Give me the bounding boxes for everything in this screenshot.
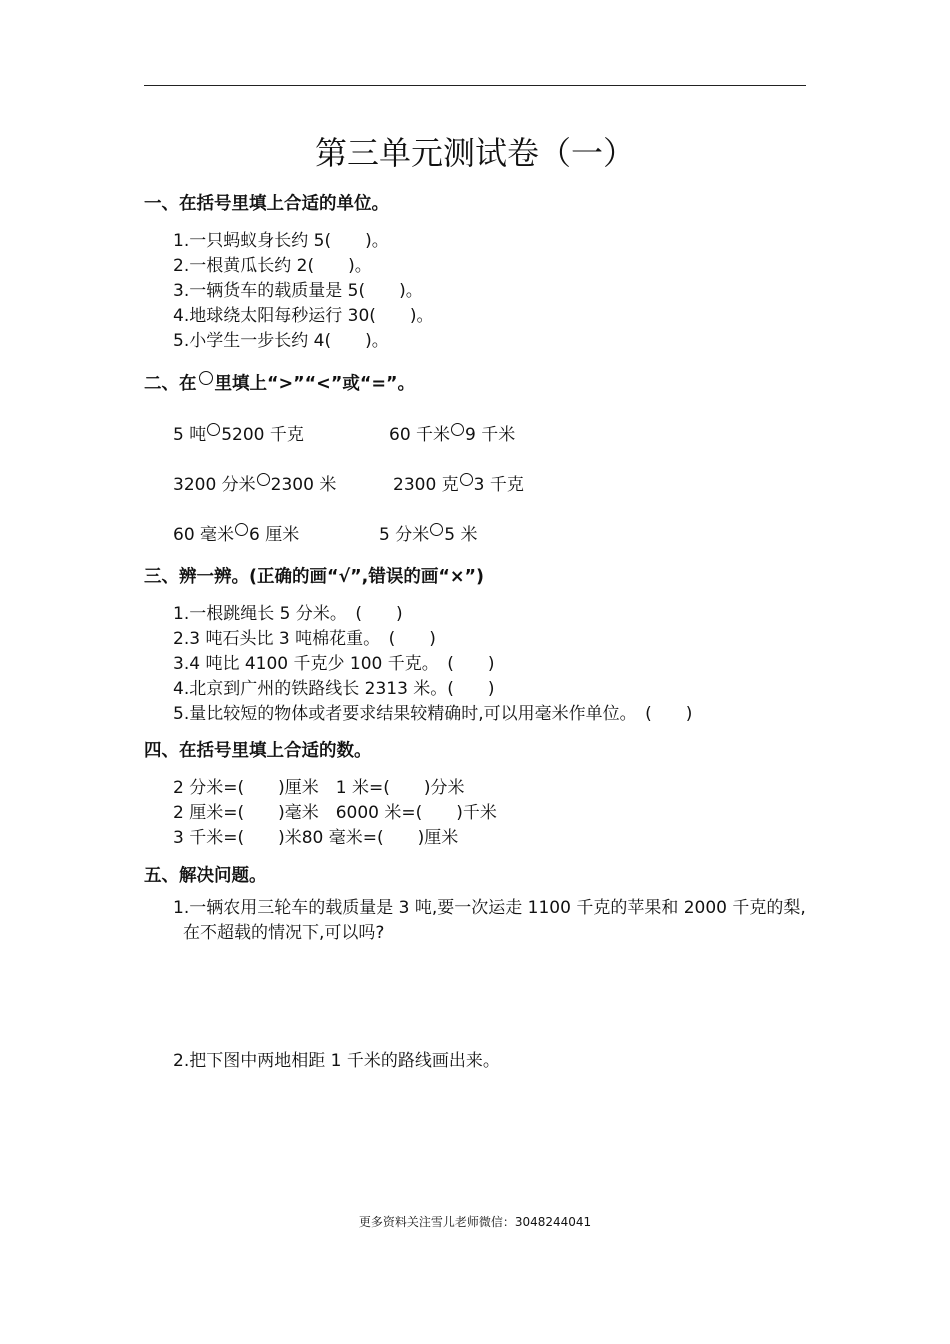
section-5-heading: 五、解决问题。 [144, 866, 267, 886]
compare-row-2-right [393, 470, 524, 495]
header-rule [144, 85, 806, 86]
compare-1-right-b: 9 千米 [465, 425, 516, 445]
section-3-item-3: 3.4 吨比 4100 千克少 100 千克。 ( ) [173, 654, 495, 674]
compare-3-left-b: 6 厘米 [249, 525, 300, 545]
section-5-item-1 [173, 896, 813, 946]
compare-row-3-right [379, 520, 477, 545]
compare-2-right-b: 3 千克 [473, 475, 524, 495]
page-title: 第三单元测试卷（一） [314, 134, 635, 172]
section-4-item-2: 2 厘米=( )毫米 6000 米=( )千米 [173, 803, 497, 823]
compare-2-left-b: 2300 米 [270, 475, 337, 495]
compare-1-left-b: 5200 千克 [221, 425, 304, 445]
compare-circle-2-left[interactable] [257, 473, 270, 486]
compare-2-right-a: 2300 克 [393, 475, 459, 495]
section-3-item-4: 4.北京到广州的铁路线长 2313 米。( ) [173, 679, 495, 699]
section-3-item-2: 2.3 吨石头比 3 吨棉花重。 ( ) [173, 629, 436, 649]
compare-circle-1-left[interactable] [207, 423, 220, 436]
compare-circle-1-right[interactable] [451, 423, 464, 436]
compare-circle-3-left[interactable] [235, 523, 248, 536]
footer-note: 更多资料关注雪儿老师微信：3048244041 [358, 1215, 592, 1229]
section-2-heading-before: 二、在 [144, 374, 197, 394]
compare-circle-3-right[interactable] [430, 523, 443, 536]
circle-icon [199, 371, 213, 385]
section-5-item-1-text: 1.一辆农用三轮车的载质量是 3 吨,要一次运走 1100 千克的苹果和 2000 千克的梨,在不超载的情况下,可以吗? [173, 898, 806, 943]
section-1-heading: 一、在括号里填上合适的单位。 [144, 194, 389, 214]
section-5-item-2: 2.把下图中两地相距 1 千米的路线画出来。 [173, 1051, 500, 1071]
compare-row-1-left [173, 420, 304, 445]
section-3-heading: 三、辨一辨。(正确的画“√”,错误的画“×”) [144, 567, 484, 587]
section-1-item-3: 3.一辆货车的载质量是 5( )。 [173, 281, 423, 301]
compare-row-1-right [389, 420, 515, 445]
compare-row-2-left [173, 470, 336, 495]
compare-3-right-a: 5 分米 [379, 525, 430, 545]
compare-1-left-a: 5 吨 [173, 425, 207, 445]
section-1-item-2: 2.一根黄瓜长约 2( )。 [173, 256, 372, 276]
compare-3-left-a: 60 毫米 [173, 525, 235, 545]
section-1-item-1: 1.一只蚂蚁身长约 5( )。 [173, 231, 389, 251]
section-1-item-4: 4.地球绕太阳每秒运行 30( )。 [173, 306, 434, 326]
section-4-item-1: 2 分米=( )厘米 1 米=( )分米 [173, 778, 465, 798]
section-4-item-3: 3 千米=( )米80 毫米=( )厘米 [173, 828, 459, 848]
compare-3-right-b: 5 米 [444, 525, 478, 545]
section-3-item-1: 1.一根跳绳长 5 分米。 ( ) [173, 604, 403, 624]
compare-1-right-a: 60 千米 [389, 425, 451, 445]
compare-circle-2-right[interactable] [460, 473, 473, 486]
compare-row-3-left [173, 520, 299, 545]
compare-2-left-a: 3200 分米 [173, 475, 256, 495]
section-2-heading-after: 里填上“>”“<”或“=”。 [214, 374, 415, 394]
section-4-heading: 四、在括号里填上合适的数。 [144, 741, 372, 761]
section-3-item-5: 5.量比较短的物体或者要求结果较精确时,可以用毫米作单位。 ( ) [173, 704, 693, 724]
section-1-item-5: 5.小学生一步长约 4( )。 [173, 331, 389, 351]
section-2-heading [144, 370, 415, 395]
